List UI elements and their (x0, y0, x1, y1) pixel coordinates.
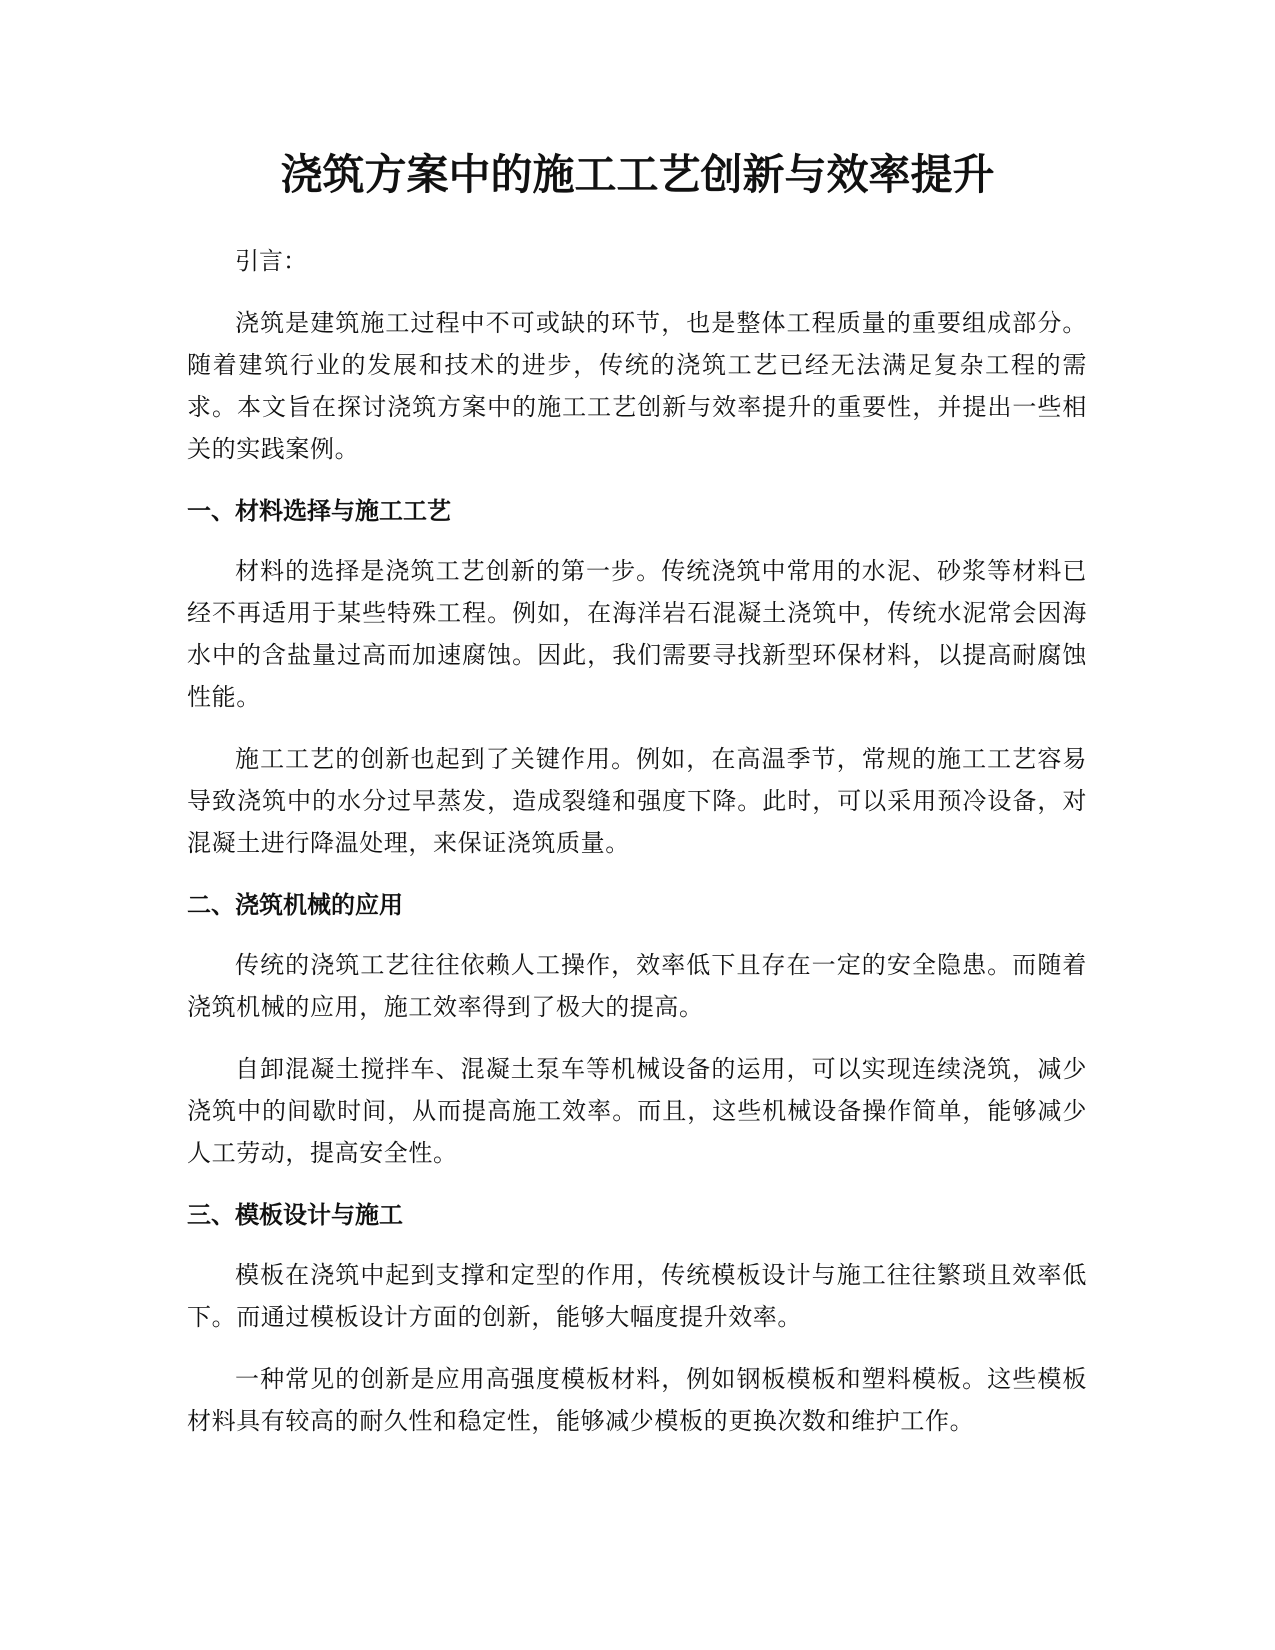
section-heading-formwork: 三、模板设计与施工 (187, 1201, 403, 1229)
document-title: 浇筑方案中的施工工艺创新与效率提升 (280, 150, 995, 199)
section-heading-machinery: 二、浇筑机械的应用 (187, 891, 403, 919)
section-heading-materials: 一、材料选择与施工工艺 (187, 497, 451, 525)
section-2-paragraph-2: 自卸混凝土搅拌车、混凝土泵车等机械设备的运用，可以实现连续浇筑，减少浇筑中的间歇时间，从而提高施工效率。而且，这些机械设备操作简单，能够减少人工劳动，提高安全性。 (187, 1055, 1087, 1167)
section-3-paragraph-1: 模板在浇筑中起到支撑和定型的作用，传统模板设计与施工往往繁琐且效率低下。而通过模板设计方面的创新，能够大幅度提升效率。 (187, 1261, 1087, 1331)
section-1-paragraph-1: 材料的选择是浇筑工艺创新的第一步。传统浇筑中常用的水泥、砂浆等材料已经不再适用于某些特殊工程。例如，在海洋岩石混凝土浇筑中，传统水泥常会因海水中的含盐量过高而加速腐蚀。因此，我们需要寻找新型环保材料，以提高耐腐蚀性能。 (187, 557, 1087, 711)
section-1-paragraph-2: 施工工艺的创新也起到了关键作用。例如，在高温季节，常规的施工工艺容易导致浇筑中的水分过早蒸发，造成裂缝和强度下降。此时，可以采用预冷设备，对混凝土进行降温处理，来保证浇筑质量。 (187, 745, 1087, 857)
intro-label: 引言： (235, 247, 307, 275)
section-2-paragraph-1: 传统的浇筑工艺往往依赖人工操作，效率低下且存在一定的安全隐患。而随着浇筑机械的应用，施工效率得到了极大的提高。 (187, 951, 1087, 1021)
intro-paragraph: 浇筑是建筑施工过程中不可或缺的环节，也是整体工程质量的重要组成部分。随着建筑行业的发展和技术的进步，传统的浇筑工艺已经无法满足复杂工程的需求。本文旨在探讨浇筑方案中的施工工艺创新与效率提升的重要性，并提出一些相关的实践案例。 (187, 309, 1087, 463)
document-body (187, 240, 1087, 1462)
section-3-paragraph-2: 一种常见的创新是应用高强度模板材料，例如钢板模板和塑料模板。这些模板材料具有较高的耐久性和稳定性，能够减少模板的更换次数和维护工作。 (187, 1365, 1087, 1435)
